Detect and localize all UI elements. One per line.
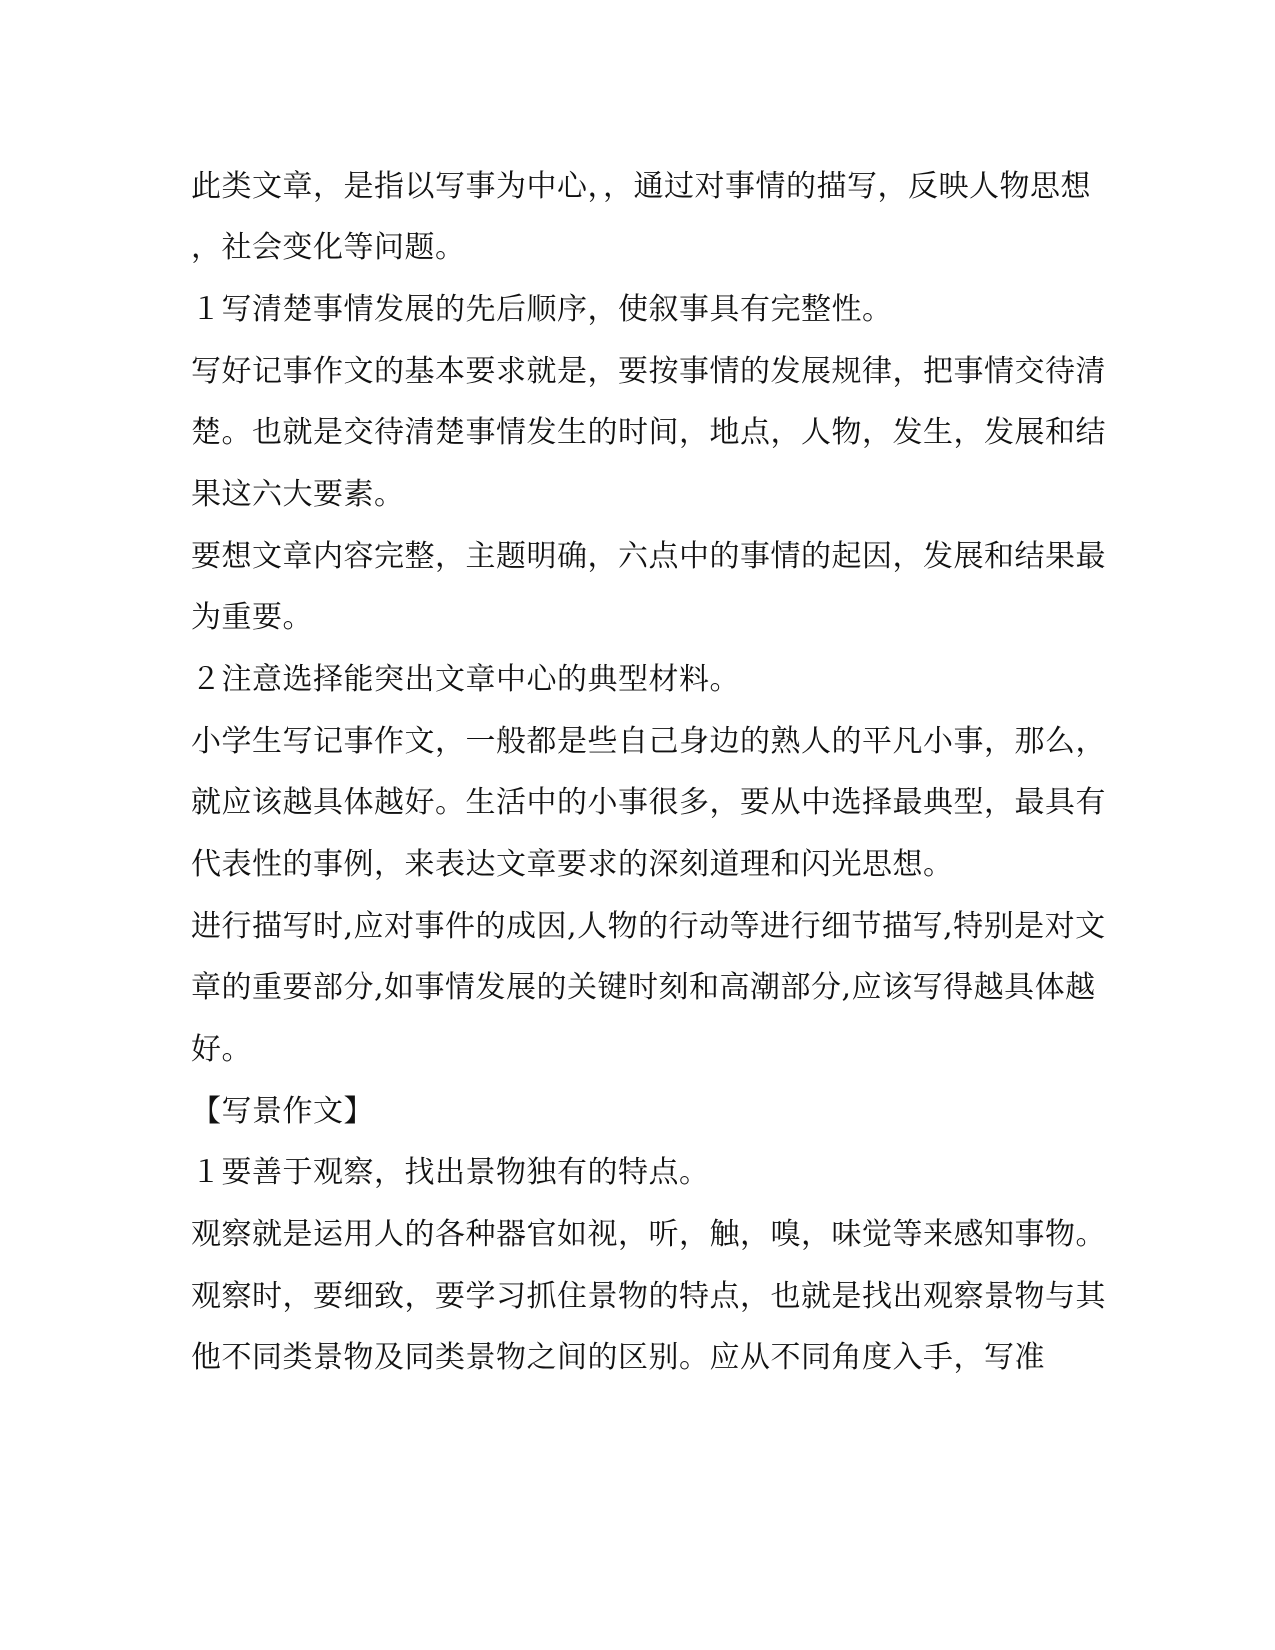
text-line: 他不同类景物及同类景物之间的区别。应从不同角度入手，写准 xyxy=(191,1340,1045,1375)
text-line: １写清楚事情发展的先后顺序，使叙事具有完整性。 xyxy=(191,292,893,327)
text-line: ，社会变化等问题。 xyxy=(191,230,466,265)
text-line: 代表性的事例，来表达文章要求的深刻道理和闪光思想。 xyxy=(191,847,954,882)
text-line: 章的重要部分,如事情发展的关键时刻和高潮部分,应该写得越具体越 xyxy=(191,970,1096,1005)
text-line: 小学生写记事作文，一般都是些自己身边的熟人的平凡小事，那么， xyxy=(191,724,1106,759)
text-line: 果这六大要素。 xyxy=(191,477,405,512)
text-line: 观察就是运用人的各种器官如视，听，触，嗅，味觉等来感知事物。 xyxy=(191,1217,1106,1252)
text-line: 楚。也就是交待清楚事情发生的时间，地点，人物，发生，发展和结 xyxy=(191,415,1106,450)
text-line: 为重要。 xyxy=(191,600,313,635)
text-line: 就应该越具体越好。生活中的小事很多，要从中选择最典型，最具有 xyxy=(191,785,1106,820)
text-line: 好。 xyxy=(191,1032,252,1067)
text-line: 此类文章，是指以写事为中心，，通过对事情的描写，反映人物思想 xyxy=(191,169,1091,204)
text-line: 进行描写时,应对事件的成因,人物的行动等进行细节描写,特别是对文 xyxy=(191,909,1106,944)
text-line: １要善于观察，找出景物独有的特点。 xyxy=(191,1155,710,1190)
text-line: 观察时，要细致，要学习抓住景物的特点，也就是找出观察景物与其 xyxy=(191,1279,1106,1314)
section-heading: 【写景作文】 xyxy=(191,1094,374,1129)
text-line: 要想文章内容完整，主题明确，六点中的事情的起因，发展和结果最 xyxy=(191,539,1106,574)
text-line: 写好记事作文的基本要求就是，要按事情的发展规律，把事情交待清 xyxy=(191,354,1106,389)
text-line: ２注意选择能突出文章中心的典型材料。 xyxy=(191,662,740,697)
